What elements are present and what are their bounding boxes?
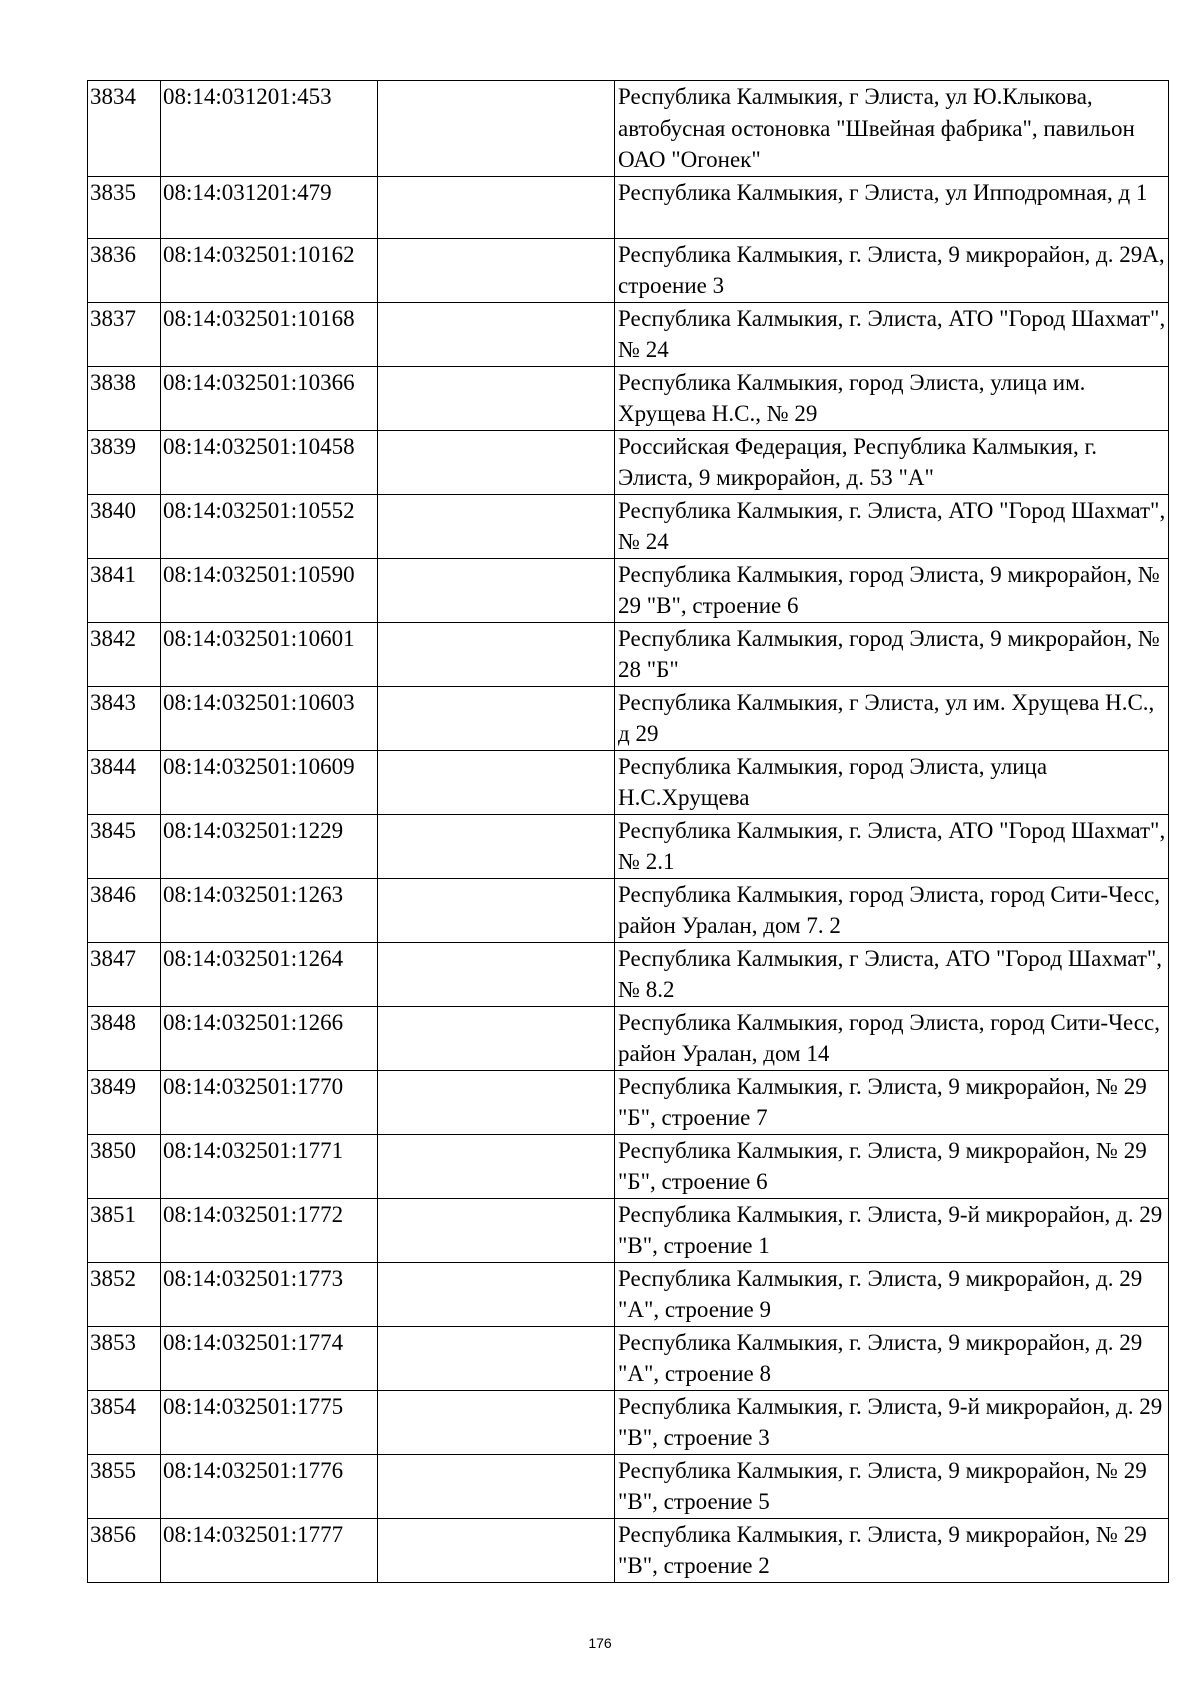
empty-cell <box>378 302 615 366</box>
cadastral-number-cell: 08:14:032501:1770 <box>161 1070 378 1134</box>
empty-cell <box>378 622 615 686</box>
cadastral-number-cell: 08:14:032501:10366 <box>161 366 378 430</box>
row-number-cell: 3845 <box>88 814 161 878</box>
empty-cell <box>378 942 615 1006</box>
empty-cell <box>378 686 615 750</box>
row-number-cell: 3856 <box>88 1518 161 1582</box>
cadastral-number-cell: 08:14:031201:453 <box>161 81 378 177</box>
row-number-cell: 3836 <box>88 238 161 302</box>
table-row <box>88 366 1169 430</box>
table-row <box>88 494 1169 558</box>
cadastral-number-cell: 08:14:032501:1776 <box>161 1454 378 1518</box>
address-cell: Республика Калмыкия, г. Элиста, АТО "Город Шахмат", № 24 <box>615 302 1169 366</box>
empty-cell <box>378 238 615 302</box>
cadastral-number-cell: 08:14:032501:10590 <box>161 558 378 622</box>
table-row <box>88 1390 1169 1454</box>
cadastral-number-cell: 08:14:032501:1264 <box>161 942 378 1006</box>
cadastral-number-cell: 08:14:032501:1266 <box>161 1006 378 1070</box>
address-cell: Республика Калмыкия, город Элиста, улица им. Хрущева Н.С., № 29 <box>615 366 1169 430</box>
table-row <box>88 750 1169 814</box>
address-cell: Республика Калмыкия, город Элиста, город Сити-Чесс, район Уралан, дом 7. 2 <box>615 878 1169 942</box>
row-number-cell: 3854 <box>88 1390 161 1454</box>
address-cell: Республика Калмыкия, г. Элиста, 9 микрорайон, д. 29А, строение 3 <box>615 238 1169 302</box>
address-cell: Республика Калмыкия, г. Элиста, 9-й микрорайон, д. 29 "В", строение 3 <box>615 1390 1169 1454</box>
empty-cell <box>378 1006 615 1070</box>
row-number-cell: 3851 <box>88 1198 161 1262</box>
table-row <box>88 1070 1169 1134</box>
row-number-cell: 3847 <box>88 942 161 1006</box>
row-number-cell: 3844 <box>88 750 161 814</box>
cadastral-number-cell: 08:14:032501:1774 <box>161 1326 378 1390</box>
table-row <box>88 430 1169 494</box>
table-row <box>88 1262 1169 1326</box>
table-row <box>88 942 1169 1006</box>
table-row <box>88 622 1169 686</box>
table-row <box>88 1006 1169 1070</box>
table-row <box>88 302 1169 366</box>
table-row <box>88 1198 1169 1262</box>
empty-cell <box>378 366 615 430</box>
table-row <box>88 686 1169 750</box>
empty-cell <box>378 750 615 814</box>
property-table-body <box>88 81 1169 1583</box>
address-cell: Республика Калмыкия, г. Элиста, 9-й микрорайон, д. 29 "В", строение 1 <box>615 1198 1169 1262</box>
address-cell: Республика Калмыкия, г. Элиста, 9 микрорайон, д. 29 "А", строение 9 <box>615 1262 1169 1326</box>
empty-cell <box>378 1134 615 1198</box>
page-number: 176 <box>588 1635 612 1651</box>
row-number-cell: 3855 <box>88 1454 161 1518</box>
cadastral-number-cell: 08:14:032501:1772 <box>161 1198 378 1262</box>
address-cell: Республика Калмыкия, г. Элиста, 9 микрорайон, № 29 "Б", строение 7 <box>615 1070 1169 1134</box>
row-number-cell: 3842 <box>88 622 161 686</box>
cadastral-number-cell: 08:14:032501:1263 <box>161 878 378 942</box>
row-number-cell: 3848 <box>88 1006 161 1070</box>
empty-cell <box>378 1198 615 1262</box>
empty-cell <box>378 1070 615 1134</box>
cadastral-number-cell: 08:14:032501:10603 <box>161 686 378 750</box>
row-number-cell: 3834 <box>88 81 161 177</box>
cadastral-number-cell: 08:14:031201:479 <box>161 176 378 238</box>
address-cell: Республика Калмыкия, г Элиста, ул Ю.Клыкова, автобусная остоновка "Швейная фабрика", павильон ОАО "Огонек" <box>615 81 1169 177</box>
row-number-cell: 3843 <box>88 686 161 750</box>
address-cell: Республика Калмыкия, г. Элиста, 9 микрорайон, № 29 "Б", строение 6 <box>615 1134 1169 1198</box>
address-cell: Республика Калмыкия, г Элиста, ул им. Хрущева Н.С., д 29 <box>615 686 1169 750</box>
cadastral-number-cell: 08:14:032501:1771 <box>161 1134 378 1198</box>
empty-cell <box>378 1326 615 1390</box>
address-cell: Республика Калмыкия, г. Элиста, 9 микрорайон, № 29 "В", строение 5 <box>615 1454 1169 1518</box>
empty-cell <box>378 558 615 622</box>
table-row <box>88 81 1169 177</box>
cadastral-number-cell: 08:14:032501:10458 <box>161 430 378 494</box>
cadastral-number-cell: 08:14:032501:1777 <box>161 1518 378 1582</box>
empty-cell <box>378 1518 615 1582</box>
row-number-cell: 3835 <box>88 176 161 238</box>
row-number-cell: 3853 <box>88 1326 161 1390</box>
cadastral-number-cell: 08:14:032501:10609 <box>161 750 378 814</box>
row-number-cell: 3846 <box>88 878 161 942</box>
row-number-cell: 3839 <box>88 430 161 494</box>
table-row <box>88 1326 1169 1390</box>
table-row <box>88 558 1169 622</box>
table-row <box>88 1454 1169 1518</box>
row-number-cell: 3841 <box>88 558 161 622</box>
cadastral-number-cell: 08:14:032501:10168 <box>161 302 378 366</box>
address-cell: Республика Калмыкия, город Элиста, 9 микрорайон, № 29 "В", строение 6 <box>615 558 1169 622</box>
address-cell: Российская Федерация, Республика Калмыкия, г. Элиста, 9 микрорайон, д. 53 "А" <box>615 430 1169 494</box>
address-cell: Республика Калмыкия, город Элиста, 9 микрорайон, № 28 "Б" <box>615 622 1169 686</box>
row-number-cell: 3852 <box>88 1262 161 1326</box>
empty-cell <box>378 814 615 878</box>
table-row <box>88 1518 1169 1582</box>
row-number-cell: 3840 <box>88 494 161 558</box>
cadastral-number-cell: 08:14:032501:1773 <box>161 1262 378 1326</box>
table-row <box>88 1134 1169 1198</box>
address-cell: Республика Калмыкия, г. Элиста, 9 микрорайон, № 29 "В", строение 2 <box>615 1518 1169 1582</box>
cadastral-number-cell: 08:14:032501:10162 <box>161 238 378 302</box>
row-number-cell: 3850 <box>88 1134 161 1198</box>
empty-cell <box>378 878 615 942</box>
table-row <box>88 878 1169 942</box>
address-cell: Республика Калмыкия, г. Элиста, АТО "Город Шахмат", № 24 <box>615 494 1169 558</box>
empty-cell <box>378 176 615 238</box>
cadastral-number-cell: 08:14:032501:10552 <box>161 494 378 558</box>
cadastral-number-cell: 08:14:032501:10601 <box>161 622 378 686</box>
empty-cell <box>378 81 615 177</box>
address-cell: Республика Калмыкия, город Элиста, улица Н.С.Хрущева <box>615 750 1169 814</box>
cadastral-number-cell: 08:14:032501:1775 <box>161 1390 378 1454</box>
address-cell: Республика Калмыкия, г Элиста, АТО "Город Шахмат", № 8.2 <box>615 942 1169 1006</box>
address-cell: Республика Калмыкия, г. Элиста, АТО "Город Шахмат", № 2.1 <box>615 814 1169 878</box>
table-row <box>88 238 1169 302</box>
empty-cell <box>378 1454 615 1518</box>
cadastral-number-cell: 08:14:032501:1229 <box>161 814 378 878</box>
empty-cell <box>378 430 615 494</box>
address-cell: Республика Калмыкия, г Элиста, ул Ипподромная, д 1 <box>615 176 1169 238</box>
row-number-cell: 3838 <box>88 366 161 430</box>
row-number-cell: 3837 <box>88 302 161 366</box>
empty-cell <box>378 494 615 558</box>
row-number-cell: 3849 <box>88 1070 161 1134</box>
empty-cell <box>378 1390 615 1454</box>
empty-cell <box>378 1262 615 1326</box>
property-table <box>87 80 1169 1583</box>
address-cell: Республика Калмыкия, г. Элиста, 9 микрорайон, д. 29 "А", строение 8 <box>615 1326 1169 1390</box>
address-cell: Республика Калмыкия, город Элиста, город Сити-Чесс, район Уралан, дом 14 <box>615 1006 1169 1070</box>
table-row <box>88 176 1169 238</box>
table-row <box>88 814 1169 878</box>
